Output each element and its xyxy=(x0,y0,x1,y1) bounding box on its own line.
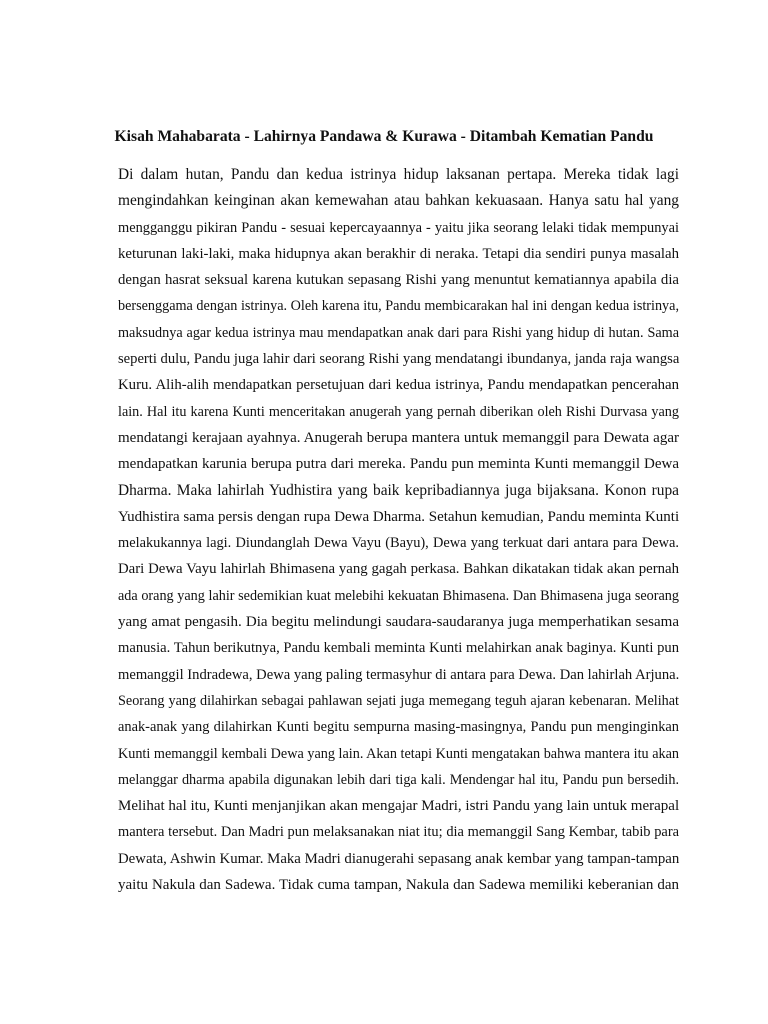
text-line: seperti dulu, Pandu juga lahir dari seorang Rishi yang mendatangi ibundanya, janda raja wangsa xyxy=(118,351,680,368)
text-line: mendatangi kerajaan ayahnya. Anugerah berupa mantera untuk memanggil para Dewata agar xyxy=(118,429,679,446)
text-line: Dharma. Maka lahirlah Yudhistira yang baik kepribadiannya juga bijaksana. Konon rupa xyxy=(118,481,679,499)
text-line: melanggar dharma apabila digunakan lebih dari tiga kali. Mendengar hal itu, Pandu pun bersedih. xyxy=(118,771,679,788)
text-line: manusia. Tahun berikutnya, Pandu kembali meminta Kunti melahirkan anak baginya. Kunti pun xyxy=(118,640,679,657)
text-line: Dari Dewa Vayu lahirlah Bhimasena yang gagah perkasa. Bahkan dikatakan tidak akan pernah xyxy=(118,561,679,578)
text-line: Dewata, Ashwin Kumar. Maka Madri dianugerahi sepasang anak kembar yang tampan-tampan xyxy=(118,850,680,867)
text-line: maksudnya agar kedua istrinya mau mendapatkan anak dari para Rishi yang hidup di hutan. Sama xyxy=(118,324,679,341)
text-line: Melihat hal itu, Kunti menjanjikan akan mengajar Madri, istri Pandu yang lain untuk merapal xyxy=(118,798,680,815)
text-line: Yudhistira sama persis dengan rupa Dewa Dharma. Setahun kemudian, Pandu meminta Kunti xyxy=(118,508,680,525)
text-line: Kuru. Alih-alih mendapatkan persetujuan dari kedua istrinya, Pandu mendapatkan pencerahan xyxy=(118,377,679,394)
text-line: dengan hasrat seksual karena kutukan sepasang Rishi yang menuntut kematiannya apabila dia xyxy=(118,272,679,289)
text-line: ada orang yang lahir sedemikian kuat melebihi kekuatan Bhimasena. Dan Bhimasena juga seorang xyxy=(118,587,679,604)
text-line: Kunti memanggil kembali Dewa yang lain. Akan tetapi Kunti mengatakan bahwa mantera itu akan xyxy=(118,745,679,762)
text-line: lain. Hal itu karena Kunti menceritakan anugerah yang pernah diberikan oleh Rishi Durvasa yang xyxy=(118,403,679,420)
text-line: yang amat pengasih. Dia begitu melindungi saudara-saudaranya juga memperhatikan sesama xyxy=(118,614,679,631)
text-line: yaitu Nakula dan Sadewa. Tidak cuma tampan, Nakula dan Sadewa memiliki keberanian dan xyxy=(118,877,679,894)
text-line: mengindahkan keinginan akan kemewahan atau bahkan kekuasaan. Hanya satu hal yang xyxy=(118,192,679,210)
text-line: mengganggu pikiran Pandu - sesuai kepercayaannya - yaitu jika seorang lelaki tidak mempunyai xyxy=(118,219,679,236)
document-title: Kisah Mahabarata - Lahirnya Pandawa & Kurawa - Ditambah Kematian Pandu xyxy=(114,128,654,145)
text-line: mendapatkan karunia berupa putra dari mereka. Pandu pun meminta Kunti memanggil Dewa xyxy=(118,456,679,473)
document-body xyxy=(118,165,679,901)
text-line: mantera tersebut. Dan Madri pun melaksanakan niat itu; dia memanggil Sang Kembar, tabib para xyxy=(118,824,679,841)
text-line: memanggil Indradewa, Dewa yang paling termasyhur di antara para Dewa. Dan lahirlah Arjuna. xyxy=(118,666,680,683)
text-line: melakukannya lagi. Diundanglah Dewa Vayu (Bayu), Dewa yang terkuat dari antara para Dewa. xyxy=(118,535,679,552)
text-line: keturunan laki-laki, maka hidupnya akan berakhir di neraka. Tetapi dia sendiri punya masalah xyxy=(118,245,679,262)
text-line: anak-anak yang dilahirkan Kunti begitu sempurna masing-masingnya, Pandu pun menginginkan xyxy=(118,719,679,736)
text-line: Seorang yang dilahirkan sebagai pahlawan sejati juga memegang teguh ajaran kebenaran. Melihat xyxy=(118,692,679,709)
text-line: Di dalam hutan, Pandu dan kedua istrinya hidup laksanan pertapa. Mereka tidak lagi xyxy=(118,166,679,183)
text-line: bersenggama dengan istrinya. Oleh karena itu, Pandu membicarakan hal ini dengan kedua istrinya, xyxy=(118,298,679,315)
